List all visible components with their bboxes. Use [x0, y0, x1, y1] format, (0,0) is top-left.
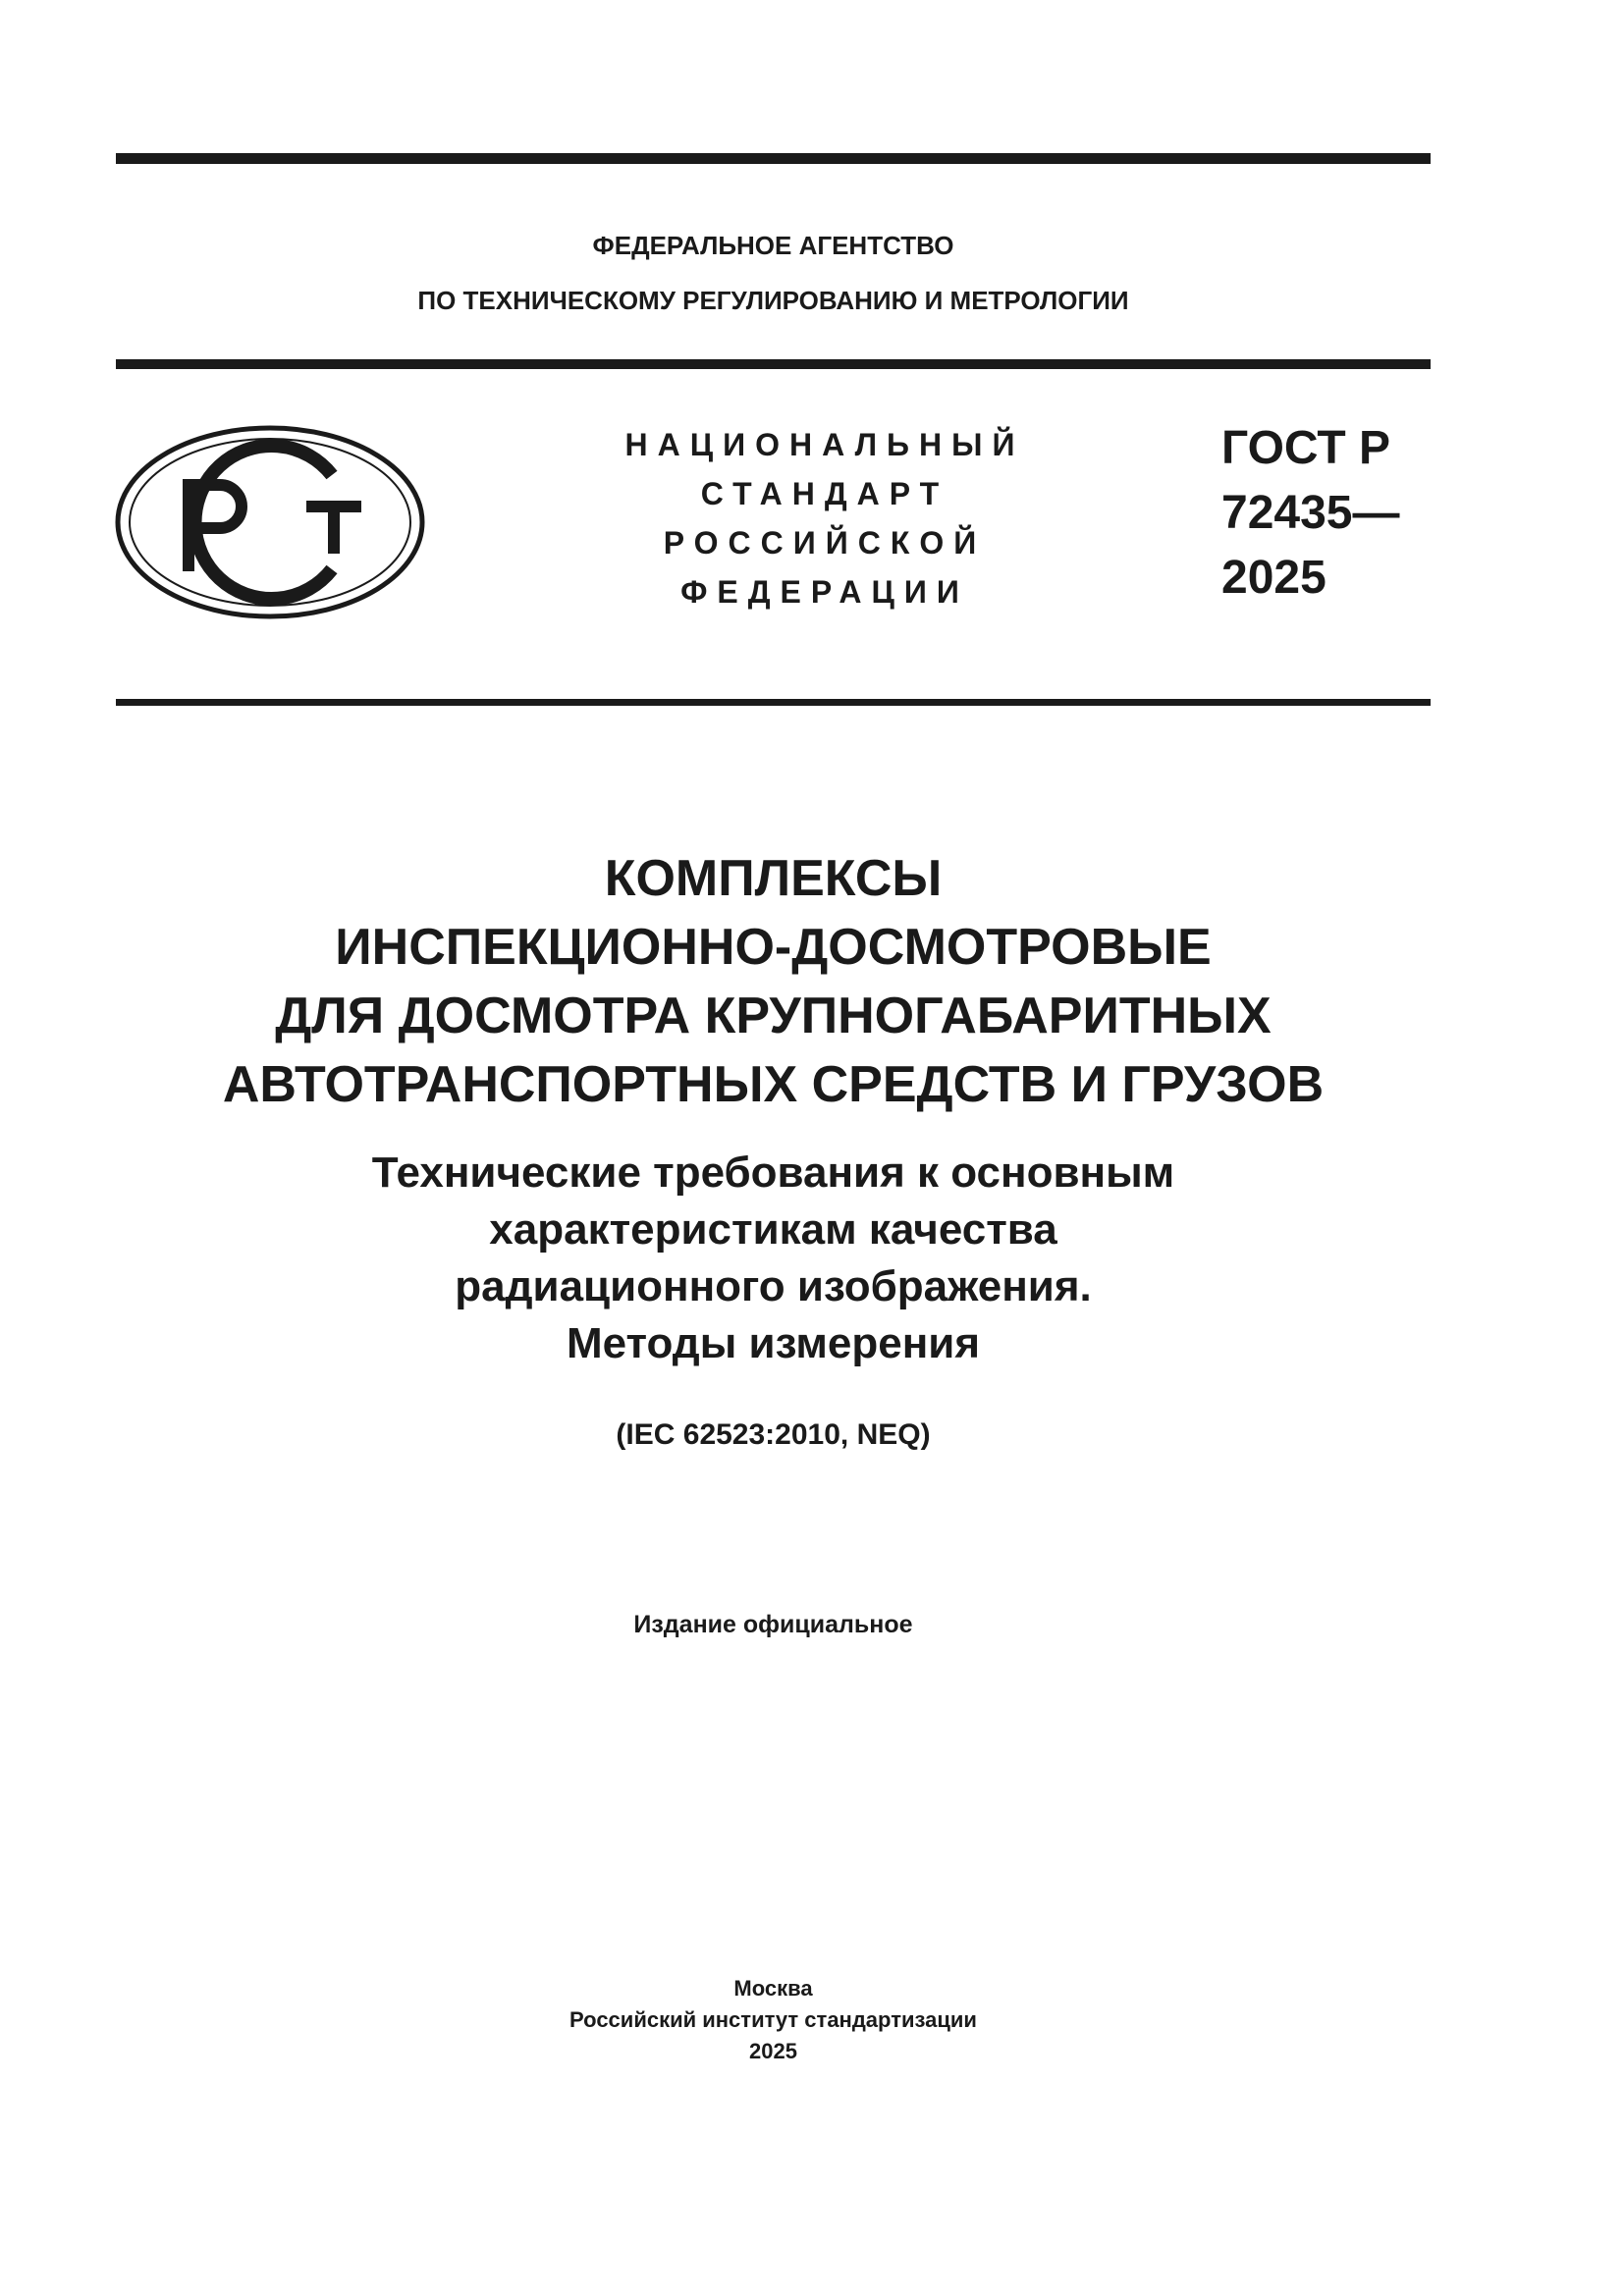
- imprint-year: 2025: [749, 2039, 797, 2063]
- subtitle-line-1: Технические требования к основным: [371, 1148, 1175, 1197]
- international-reference: (IEC 62523:2010, NEQ): [616, 1418, 931, 1451]
- subtitle-line-3: радиационного изображения.: [455, 1262, 1092, 1310]
- title-line-1: КОМПЛЕКСЫ: [604, 850, 943, 907]
- national-line-4: ФЕДЕРАЦИИ: [680, 574, 969, 610]
- edition-note: Издание официальное: [633, 1611, 913, 1638]
- national-line-3: РОССИЙСКОЙ: [663, 525, 987, 561]
- title-line-3: ДЛЯ ДОСМОТРА КРУПНОГАБАРИТНЫХ: [275, 988, 1272, 1044]
- document-title: [116, 844, 1431, 1119]
- rst-logo-icon: [114, 424, 426, 620]
- agency-line-2: ПО ТЕХНИЧЕСКОМУ РЕГУЛИРОВАНИЮ И МЕТРОЛОГИИ: [417, 286, 1129, 315]
- document-subtitle: [116, 1145, 1431, 1372]
- subtitle-line-4: Методы измерения: [566, 1319, 981, 1367]
- imprint-publisher: Российский институт стандартизации: [569, 2007, 977, 2032]
- top-rule: [116, 153, 1431, 164]
- standard-code: [1221, 416, 1399, 611]
- agency-header: [116, 218, 1431, 328]
- national-standard-label: [569, 420, 1080, 616]
- national-line-2: СТАНДАРТ: [700, 476, 949, 511]
- code-line-2: 72435—: [1221, 487, 1400, 539]
- imprint-city: Москва: [733, 1976, 813, 2001]
- imprint: [116, 1973, 1431, 2067]
- code-line-3: 2025: [1221, 552, 1326, 604]
- national-line-1: НАЦИОНАЛЬНЫЙ: [624, 427, 1025, 462]
- masthead-bottom-rule: [116, 699, 1431, 706]
- subtitle-line-2: характеристикам качества: [489, 1205, 1057, 1254]
- agency-line-1: ФЕДЕРАЛЬНОЕ АГЕНТСТВО: [592, 231, 954, 260]
- title-line-2: ИНСПЕКЦИОННО-ДОСМОТРОВЫЕ: [335, 919, 1212, 976]
- header-rule: [116, 359, 1431, 369]
- code-line-1: ГОСТ Р: [1221, 422, 1391, 474]
- title-line-4: АВТОТРАНСПОРТНЫХ СРЕДСТВ И ГРУЗОВ: [222, 1056, 1325, 1113]
